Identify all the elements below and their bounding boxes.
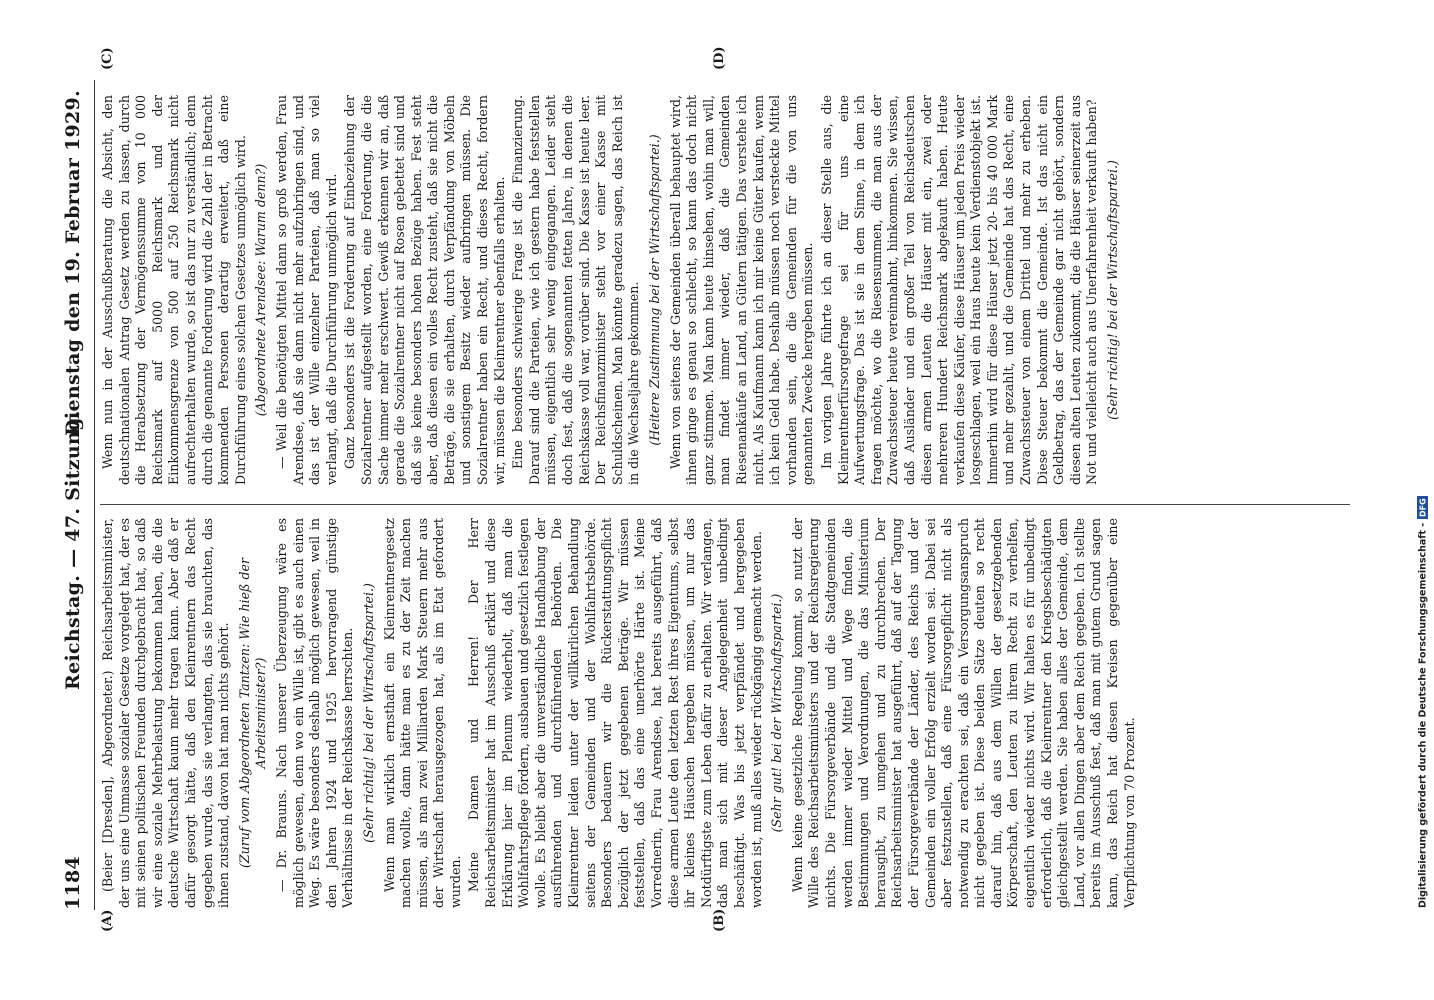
paragraph: Wenn nun in der Ausschußberatung die Absicht, den deutschnationalen Antrag Gesetz werden zu lassen, durch die Herabsetzung der Vermögenssumme von 10 000 Reichsmark auf 5000 Reichsmark und der Einkommensgrenze von 500 auf 250 Reichsmark nicht aufrechterhalten wurde, so ist das nur zu verständlich; denn durch die genannte Forderung wird die Zahl der in Betracht kommenden Personen derartig erweitert, daß eine Durchführung eines solchen Gesetzes unmöglich wird. <box>100 95 248 485</box>
paragraph: Wenn keine gesetzliche Regelung kommt, so nutzt der Wille des Reichsarbeitsministers und der Reichsregierung nichts. Die Fürsorgeverbände und die Stadtgemeinden werden immer wieder Mittel und Wege finden, die Bestimmungen und Verordnungen, die das Ministerium herausgibt, zu umgehen und zu durchbrechen. Der Reichsarbeitsminister hat ausgeführt, daß auf der Tagung der Fürsorgeverbände der Länder, des Reichs und der Gemeinden ein voller Erfolg erzielt worden sei. Dabei sei aber festzustellen, daß eine Fürsorgepflicht nicht als notwendig zu erachten sei, daß ein Versorgungsanspruch nicht gegeben ist. Diese beiden Sätze deuten so recht darauf hin, daß aus dem Willen der gesetzgebenden Körperschaft, den Leuten zu ihrem Recht zu verhelfen, eigentlich wieder nichts wird. Wir halten es für unbedingt erforderlich, daß die Kleinrentner den Kriegsbeschädigten gleichgestellt werden. Sie haben alles der Gemeinde, dem Land, vor allen Dingen aber dem Reich gegeben. Ich stellte bereits im Ausschuß fest, daß man mit gutem Grund sagen kann, das Reich hat diesen Kreisen gegenüber eine Verpflichtung von 70 Prozent. <box>789 518 1137 908</box>
page-header <box>62 90 90 910</box>
margin-mark-a: (A) <box>100 909 115 932</box>
interjection: (Heitere Zustimmung bei der Wirtschaftspartei.) <box>647 134 662 446</box>
left-column <box>100 518 1140 908</box>
paragraph: Wenn man wirklich ernsthaft ein Kleinrentnergesetz machen wollte, dann hätte man es zu der Zeit machen müssen, als man zwei Milliarden Mark Steuern mehr aus der Wirtschaft herausgezogen hat, als im Etat gefordert wurden. <box>381 518 463 908</box>
right-column <box>100 95 1126 485</box>
paragraph: Wenn von seitens der Gemeinden überall behauptet wird, ihnen ginge es genau so schlecht, so kann das doch nicht ganz stimmen. Man kann heute hinsehen, wohin man will, man findet immer wieder, daß die Gemeinden Riesenankäufe an Land, an Gütern tätigen. Das verstehe ich nicht. Als Kaufmann kann ich mir keine Güter kaufen, wenn ich kein Geld habe. Deshalb müssen noch versteckte Mittel vorhanden sein, die die Gemeinden für die von uns genannten Zwecke hergeben müssen. <box>667 95 816 485</box>
digitization-note <box>1416 8 1430 908</box>
margin-mark-b: (B) <box>712 908 727 932</box>
paragraph: Ganz besonders ist die Forderung auf Einbeziehung der Sozialrentner aufgestellt worden, eine Forderung, die die Sache immer mehr erschwert. Gewiß erkennen wir an, daß gerade die Sozialrentner nicht auf Rosen gebettet sind und daß sie keine besonders hohen Bezüge haben. Fest steht aber, daß diesen ein volles Recht zusteht, daß sie nicht die Beträge, die sie erhalten, durch Verpfändung von Möbeln und sonstigem Besitz wieder aufbringen müssen. Die Sozialrentner haben ein Recht, und dieses Recht, fordern wir, müssen die Kleinrentner ebenfalls erhalten. <box>342 95 507 485</box>
digitization-text: Digitalisierung gefördert durch die Deutsche Forschungsgemeinschaft - <box>1417 522 1429 908</box>
margin-mark-c: (C) <box>100 47 115 70</box>
interjection: (Sehr richtig! bei der Wirtschaftspartei.) <box>1105 160 1121 420</box>
paragraph: Meine Damen und Herren! Der Herr Reichsarbeitsminister hat im Ausschuß erklärt und diese Erklärung hier im Plenum wiederholt, daß man die Wohlfahrtspflege fördern, ausbauen und gesetzlich festlegen wolle. Es bleibt aber die unverständliche Handhabung der ausführenden und durchführenden Behörden. Die Kleinrentner leiden unter der willkürlichen Behandlung seitens der Gemeinden und der Wohlfahrtsbehörde. Besonders bedauern wir die Rückerstattungspflicht bezüglich der jetzt gegebenen Beträge. Wir müssen feststellen, daß das eine unerhörte Härte ist. Meine Vorrednerin, Frau Arendsee, hat bereits ausgeführt, daß diese armen Leute den letzten Rest ihres Eigentums, selbst ihr kleines Häuschen hergeben müssen, um nur das Notdürftigste zum Leben dafür zu erhalten. Wir verlangen, daß man sich mit dieser Angelegenheit unbedingt beschäftigt. Was bis jetzt verpfändet und hergegeben worden ist, muß alles wieder rückgängig gemacht werden. <box>466 518 764 908</box>
margin-mark-d: (D) <box>712 46 727 70</box>
interjection: (Sehr gut! bei der Wirtschaftspartei.) <box>769 593 785 833</box>
paragraph: — Weil die benötigten Mittel dann so groß werden, Frau Arendsee, daß sie dann nicht mehr aufzubringen sind, und das ist der Wille einzelner Parteien, daß man so viel verlangt, daß die Durchführung unmöglich wird. <box>273 95 339 485</box>
column-divider <box>100 504 1350 505</box>
page-number: 1184 <box>62 855 84 910</box>
interjection: (Abgeordnete Arendsee: Warum denn?) <box>253 163 269 417</box>
paragraph: Eine besonders schwierige Frage ist die Finanzierung. Darauf sind die Parteien, wie ich gestern habe feststellen müssen, eigentlich sehr wenig eingegangen. Leider steht doch fest, daß die sogenannten fetten Jahre, in denen die Reichskasse voll war, vorüber sind. Die Kasse ist heute leer. Der Reichsfinanzminister steht vor einer Kasse mit Schuldscheinen. Man könnte geradezu sagen, das Reich ist in die Wechseljahre gekommen. <box>510 95 642 485</box>
paragraph: Im vorigen Jahre führte ich an dieser Stelle aus, die Kleinrentnerfürsorgefrage sei für uns eine Aufwertungsfrage. Das ist sie in dem Sinne, in dem ich fragen möchte, wo die Riesensummen, die man aus der Zuwachssteuer heute vereinnahmt, hinkommen. Sie wissen, daß Ausländer und ein großer Teil von Reichsdeutschen diesen armen Leuten die Häuser mit ein, zwei oder mehreren Hundert Reichsmark abgekauft haben. Heute verkaufen diese Käufer, diese Häuser um jeden Preis wieder losgeschlagen, weil ein Haus heute kein Verdienstobjekt ist. Immerhin wird für diese Häuser jetzt 20- bis 40 000 Mark und mehr gezahlt, und die Gemeinde hat das Recht, eine Zuwachssteuer von einem Drittel und mehr zu erheben. Diese Steuer bekommt die Gemeinde. Ist das nicht ein Geldbetrag, das der Gemeinde gar nicht gehört, sondern diesen alten Leuten zukommt, die die Häuser seinerzeit aus Not und vielleicht auch aus Unerfahrenheit verkauft haben? <box>818 95 1100 485</box>
interjection: (Zuruf vom Abgeordneten Tantzen: Wie hieß der Arbeitsminister?) <box>236 557 269 869</box>
dfg-badge: DFG <box>1418 498 1428 517</box>
session-title: Reichstag. — 47. Sitzung. <box>62 410 84 690</box>
header-rule <box>94 80 95 910</box>
paragraph: — Dr. Brauns. Nach unserer Überzeugung wäre es möglich gewesen, denn wo ein Wille ist, gibt es auch einen Weg. Es wäre besonders deshalb möglich gewesen, weil in den Jahren 1924 und 1925 hervorragend günstige Verhältnisse in der Reichskasse herrschten. <box>273 518 356 908</box>
interjection: (Sehr richtig! bei der Wirtschaftspartei.) <box>360 583 376 843</box>
session-date: Dienstag den 19. Februar 1929. <box>62 90 84 436</box>
paragraph: (Beier [Dresden], Abgeordneter.) Reichsarbeitsminister, der uns eine Unmasse sozialer Gesetze vorgelegt hat, der es mit seinen politischen Freunden durchgebracht hat, so daß wir eine soziale Mehrbelastung bekommen haben, die die deutsche Wirtschaft kaum mehr tragen kann. Aber daß er dafür gesorgt hätte, daß den Kleinrentnern das Recht gegeben wurde, das sie verlangten, das sie brauchten, das ihnen zustand, davon hat man nichts gehört. <box>100 518 232 908</box>
